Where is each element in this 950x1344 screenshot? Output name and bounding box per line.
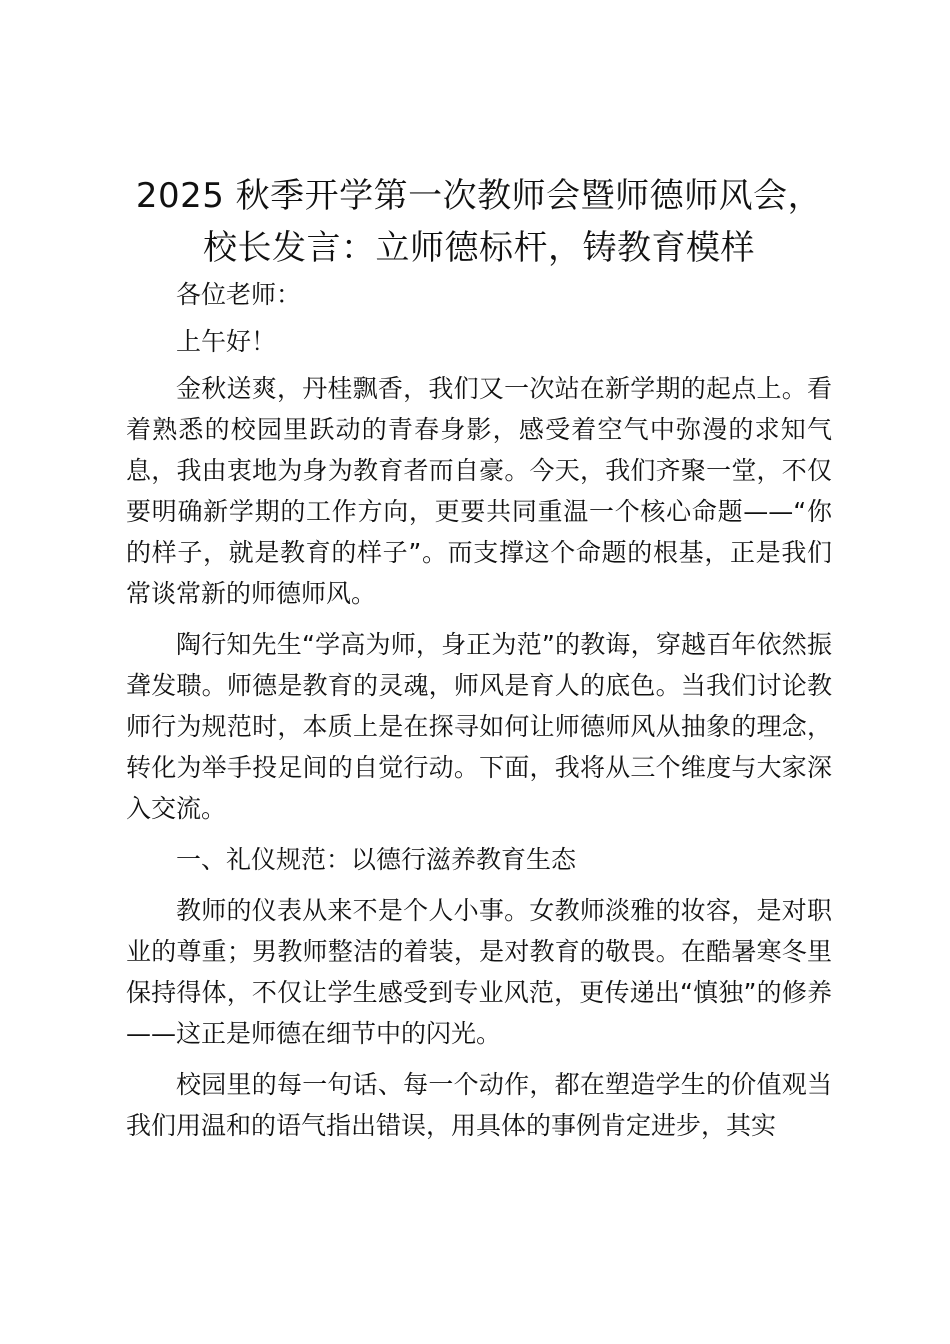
title-line-2: 校长发言：立师德标杆，铸教育模样	[203, 228, 755, 268]
paragraph-tao-xingzhi: 陶行知先生“学高为师，身正为范”的教诲，穿越百年依然振聋发聩。师德是教育的灵魂，师风是育人的底色。当我们讨论教师行为规范时，本质上是在探寻如何让师德师风从抽象的理念，转化为举手投足间的自觉行动。下面，我将从三个维度与大家深入交流。	[126, 630, 832, 823]
paragraph-appearance: 教师的仪表从来不是个人小事。女教师淡雅的妆容，是对职业的尊重；男教师整洁的着装，是对教育的敬畏。在酷暑寒冬里保持得体，不仅让学生感受到专业风范，更传递出“慎独”的修养——这正是师德在细节中的闪光。	[126, 896, 832, 1048]
document-title	[126, 170, 832, 274]
section-heading-1: 一、礼仪规范：以德行滋养教育生态	[176, 845, 577, 874]
greeting: 上午好！	[176, 327, 277, 356]
salutation: 各位老师：	[176, 280, 302, 309]
title-line-1: 2025 秋季开学第一次教师会暨师德师风会，	[135, 176, 823, 216]
document-page	[126, 170, 832, 1146]
paragraph-campus-words: 校园里的每一句话、每一个动作，都在塑造学生的价值观当我们用温和的语气指出错误，用具体的事例肯定进步，其实	[126, 1070, 832, 1140]
paragraph-opening: 金秋送爽，丹桂飘香，我们又一次站在新学期的起点上。看着熟悉的校园里跃动的青春身影，感受着空气中弥漫的求知气息，我由衷地为身为教育者而自豪。今天，我们齐聚一堂，不仅要明确新学期的工作方向，更要共同重温一个核心命题——“你的样子，就是教育的样子”。而支撑这个命题的根基，正是我们常谈常新的师德师风。	[126, 374, 832, 608]
